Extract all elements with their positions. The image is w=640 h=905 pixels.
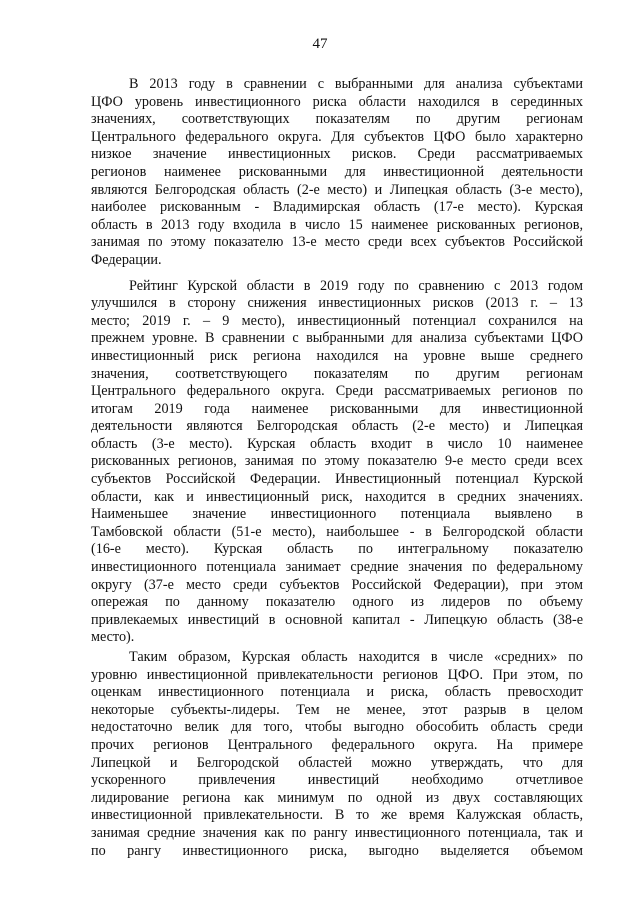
text-line: Центрального федерального округа. Для субъектов ЦФО было характерно [91, 128, 583, 145]
text-line: Тамбовской области (51-е место), наибольшее - в Белгородской области [91, 523, 583, 540]
text-line: прочих регионов Центрального федерального округа. На примере [91, 736, 583, 753]
text-line: область (3-е место). Курская область входит в число 10 наименее [91, 435, 583, 452]
text-line: Наименьшее значение инвестиционного потенциала выявлено в [91, 506, 583, 523]
text-line: субъектов Российской Федерации. Инвестиционный потенциал Курской [91, 471, 583, 488]
text-line: Таким образом, Курская область находится в числе «средних» по [129, 649, 583, 665]
text-line: лидирование региона как минимум по одной из двух составляющих [91, 789, 583, 806]
text-line: ЦФО уровень инвестиционного риска области находился в серединных [91, 93, 583, 110]
text-line: Центрального федерального округа. Среди рассматриваемых регионов по [91, 383, 583, 400]
text-line: по рангу инвестиционного риска, выгодно выделяется объемом [91, 842, 583, 859]
text-line: место; 2019 г. – 9 место), инвестиционный потенциал сохранился на [91, 312, 583, 329]
text-line: привлекаемых инвестиций в основной капитал - Липецкую область (38-е [91, 611, 583, 628]
text-line: место). [91, 629, 135, 646]
paragraph-2 [91, 278, 583, 647]
text-line: инвестиционный риск региона находился на уровне выше среднего [91, 347, 583, 364]
text-line: значения, соответствующего показателям по другим регионам [91, 365, 583, 382]
text-line: области, как и инвестиционный риск, находится в средних значениях. [91, 488, 583, 505]
paragraph-3 [91, 649, 583, 860]
text-line: недостаточно велик для того, чтобы выгодно обособить область среди [91, 719, 583, 736]
text-line: ускоренного привлечения инвестиций необходимо отчетливое [91, 772, 583, 789]
text-line: Федерации. [91, 251, 162, 268]
text-line: уровню инвестиционной привлекательности регионов ЦФО. При этом, по [91, 666, 583, 683]
text-line: занимая по этому показателю 13-е место среди всех субъектов Российской [91, 234, 583, 251]
paragraph-1 [91, 76, 583, 270]
text-line: занимая средние значения как по рангу инвестиционного потенциала, так и [91, 824, 583, 841]
text-line: оценкам инвестиционного потенциала и риска, область превосходит [91, 684, 583, 701]
text-line: (16-е место). Курская область по интегральному показателю [91, 541, 583, 558]
text-line: прежнем уровне. В сравнении с выбранными для анализа субъектами ЦФО [91, 330, 583, 347]
text-line: деятельности являются Белгородская область (2-е место) и Липецкая [91, 418, 583, 435]
text-line: инвестиционной привлекательности. В то же время Калужская область, [91, 807, 583, 824]
text-line: регионов наименее рискованными для инвестиционной деятельности [91, 163, 583, 180]
text-line: Рейтинг Курской области в 2019 году по сравнению с 2013 годом [129, 277, 583, 294]
text-line: инвестиционного потенциала занимает средние значения по федеральному [91, 559, 583, 576]
text-line: наиболее рискованным - Владимирская область (17-е место). Курская [91, 199, 583, 216]
text-line: Липецкой и Белгородской областей можно утверждать, что для [91, 754, 583, 771]
text-line: значениях, соответствующих показателям по другим регионам [91, 111, 583, 128]
text-line: рискованных регионов, занимая по этому показателю 9-е место среди всех [91, 453, 583, 470]
page-number: 47 [312, 36, 328, 52]
text-line: низкое значение инвестиционных рисков. Среди рассматриваемых [91, 146, 583, 163]
text-line: округу (37-е место среди субъектов Российской Федерации), при этом [91, 576, 583, 593]
text-line: В 2013 году в сравнении с выбранными для анализа субъектами [129, 76, 583, 92]
text-line: опережая по данному показателю одного из лидеров по объему [91, 594, 583, 611]
text-line: итогам 2019 года наименее рискованными для инвестиционной [91, 400, 583, 417]
text-line: область в 2013 году входила в число 15 наименее рискованных регионов, [91, 216, 583, 233]
document-body [91, 76, 583, 860]
text-line: являются Белгородская область (2-е место) и Липецкая область (3-е место), [91, 181, 583, 198]
text-line: некоторые субъекты-лидеры. Тем не менее, этот разрыв в целом [91, 701, 583, 718]
text-line: улучшился в сторону снижения инвестиционных рисков (2013 г. – 13 [91, 295, 583, 312]
